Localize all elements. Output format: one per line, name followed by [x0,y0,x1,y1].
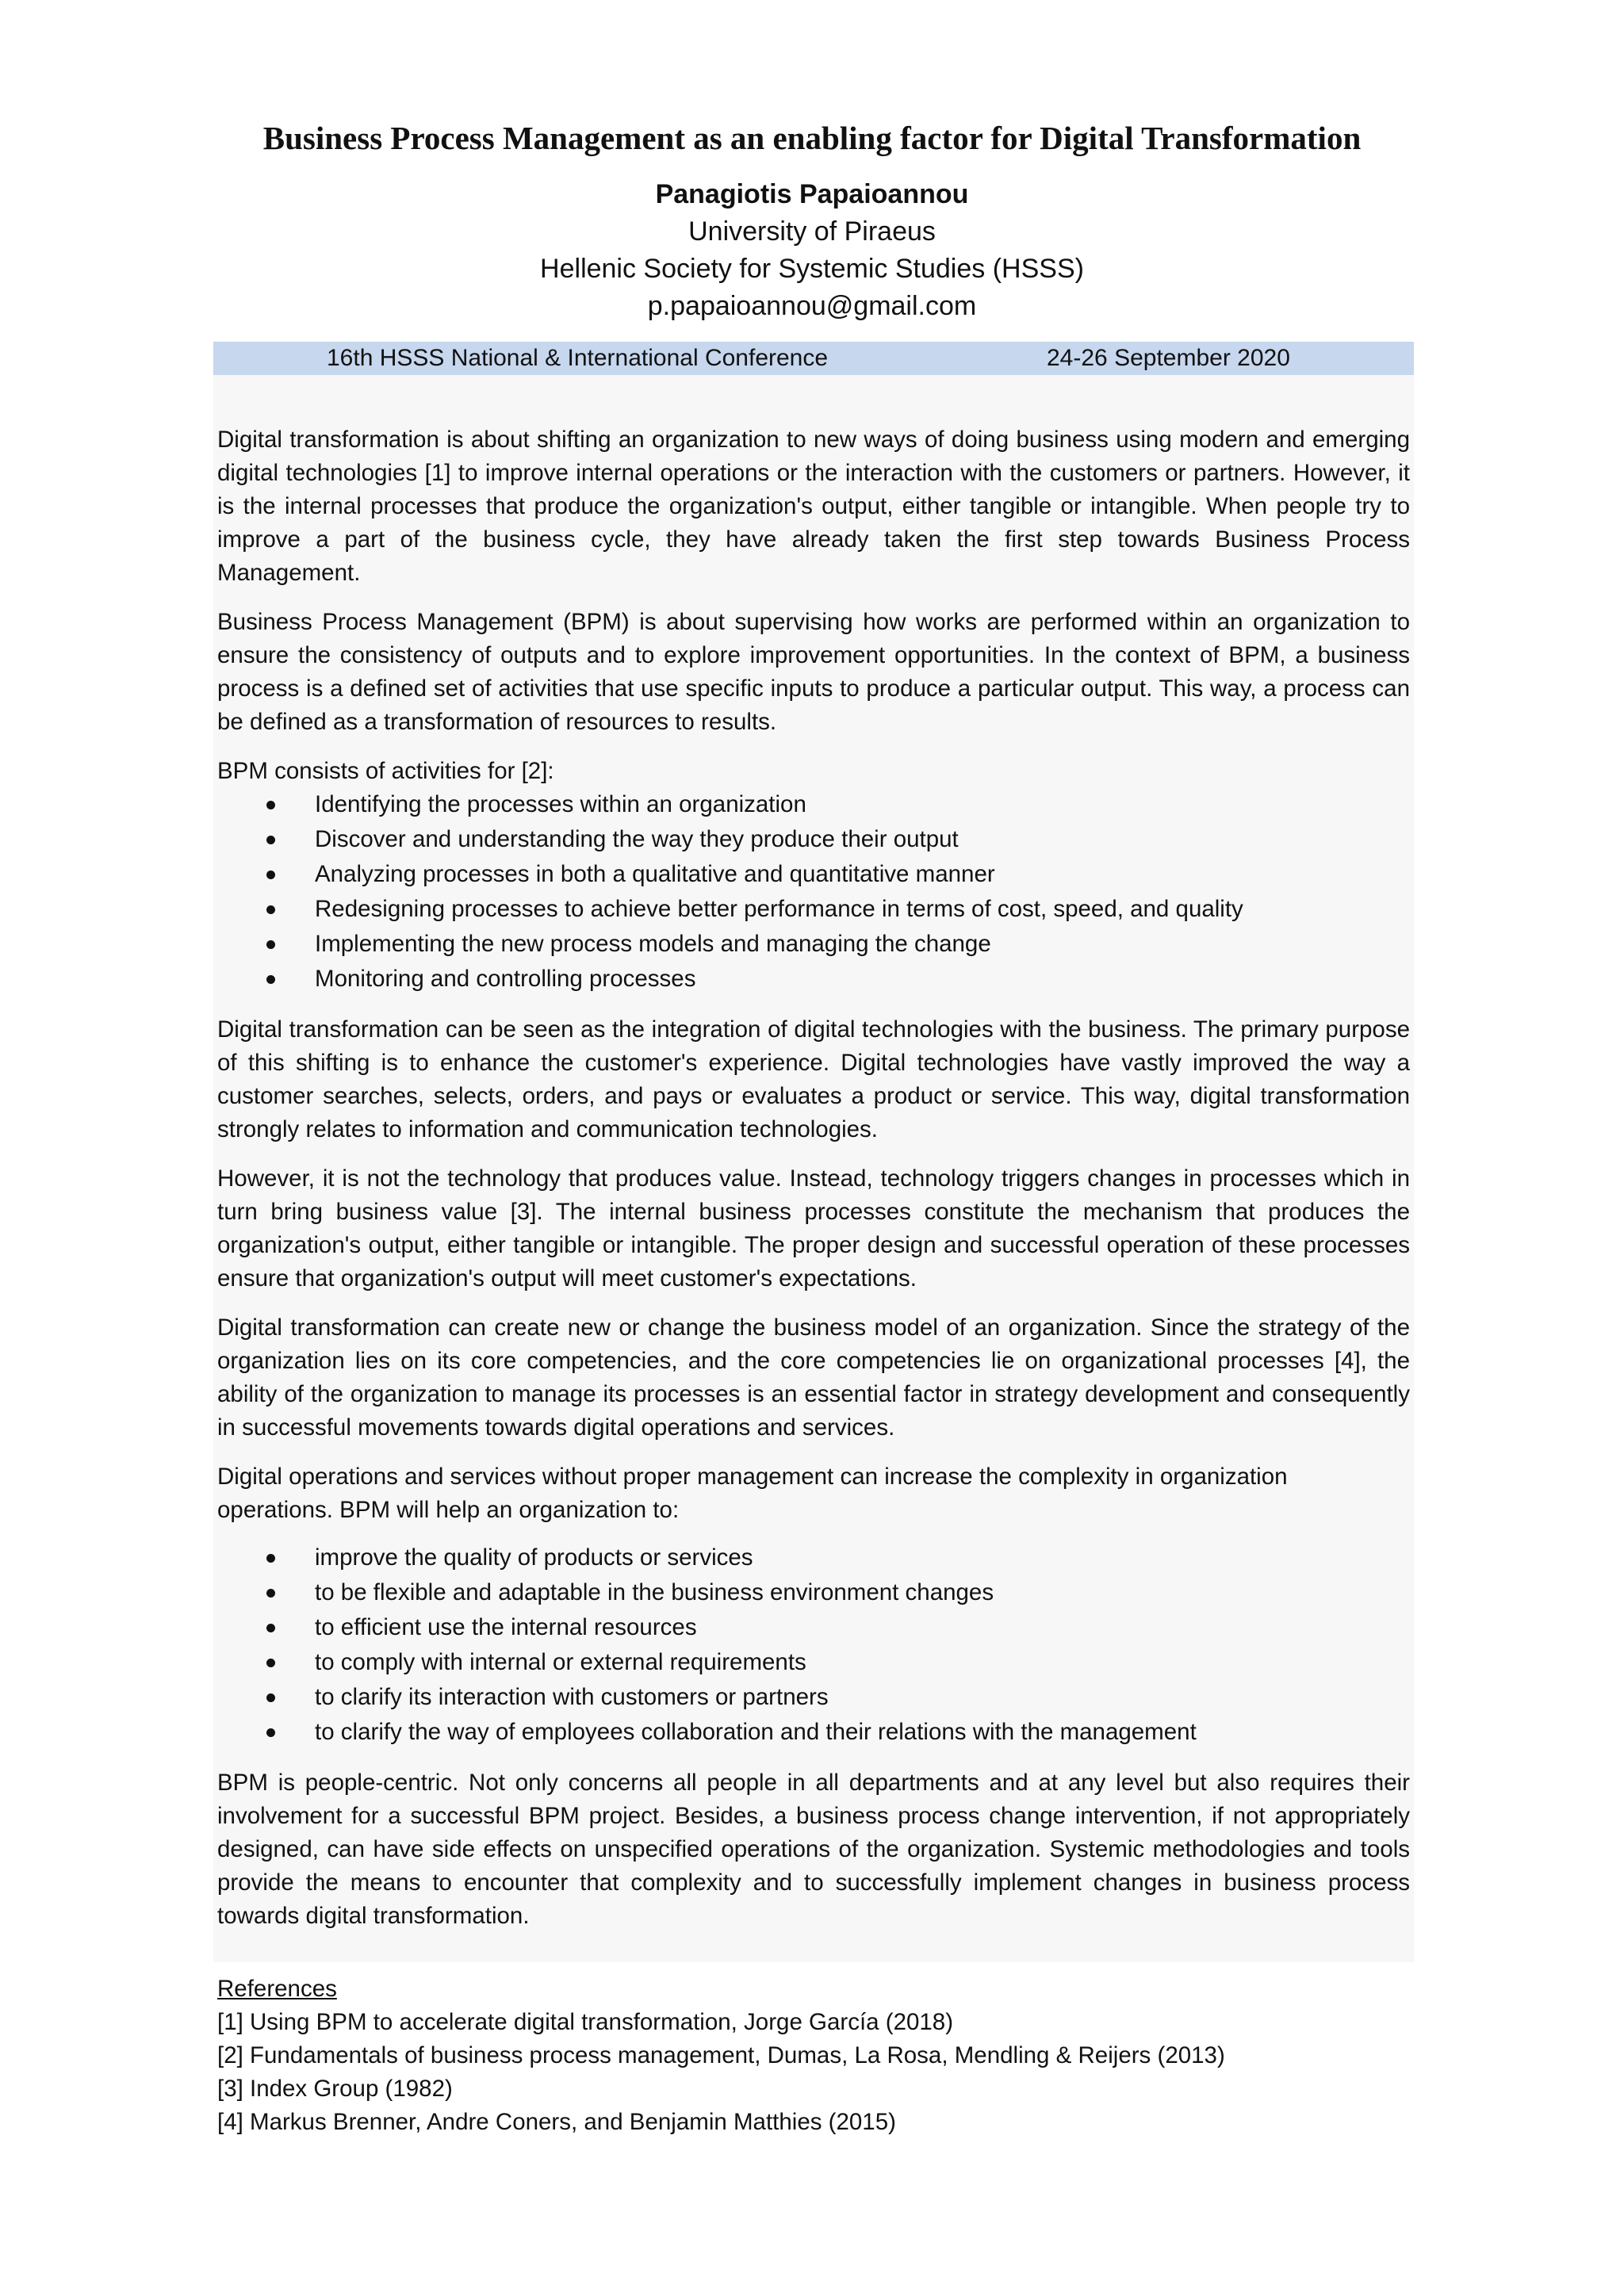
list-item: to clarify the way of employees collaboration and their relations with the management [217,1716,1410,1751]
list-item: Identifying the processes within an organization [217,788,1410,823]
bullet-icon [266,836,275,844]
list-intro: BPM consists of activities for [2]: [217,758,554,784]
bullet-icon [266,1728,275,1737]
bpm-benefits-list [217,1541,1410,1751]
references-heading: References [217,1976,337,2002]
list-item: Discover and understanding the way they produce their output [217,823,1410,858]
paragraph-people-centric: BPM is people-centric. Not only concerns all people in all departments and at any level but also requires their involvement for a successful BPM project. Besides, a business process change intervention, if not appropriately designed, can have side effects on unspecified operations of the organization. Systemic methodologies and tools provide the means to encounter that complexity and to successfully implement changes in business process towards digital transformation. [217,1770,1410,1929]
list-item: Implementing the new process models and managing the change [217,928,1410,962]
author-name: Panagiotis Papaioannou [655,179,969,209]
list-item: to efficient use the internal resources [217,1611,1410,1646]
list-item: improve the quality of products or services [217,1541,1410,1576]
bullet-icon [266,1624,275,1632]
reference-item: [2] Fundamentals of business process management, Dumas, La Rosa, Mendling & Reijers (2013) [217,2042,1225,2068]
bullet-icon [266,871,275,879]
list-item: Monitoring and controlling processes [217,962,1410,997]
bullet-icon [266,905,275,914]
author-block [0,176,1624,325]
list-item: to comply with internal or external requirements [217,1646,1410,1681]
bullet-icon [266,1659,275,1667]
list-item: Redesigning processes to achieve better performance in terms of cost, speed, and quality [217,893,1410,928]
body-text [217,423,1410,1949]
author-email: p.papaioannou@gmail.com [647,291,977,321]
author-affiliation-society: Hellenic Society for Systemic Studies (HSSS) [540,254,1084,284]
paragraph-bpm-definition: Business Process Management (BPM) is about supervising how works are performed within an organization to ensure the consistency of outputs and to explore improvement opportunities. In the context of BPM, a business process is a defined set of activities that use specific inputs to produce a particular output. This way, a process can be defined as a transformation of resources to results. [217,609,1410,735]
paragraph-bpm-help-line1: Digital operations and services without proper management can increase the complexity in organization [217,1464,1288,1490]
conference-banner [213,342,1414,375]
bpm-activities-list [217,788,1410,997]
paragraph-intro: Digital transformation is about shifting an organization to new ways of doing business using modern and emerging digital technologies [1] to improve internal operations or the interaction with the customers or partners. However, it is the internal processes that produce the organization's output, either tangible or intangible. When people try to improve a part of the business cycle, they have already taken the first step towards Business Process Management. [217,427,1410,586]
bullet-icon [266,1693,275,1702]
reference-item: [4] Markus Brenner, Andre Coners, and Benjamin Matthies (2015) [217,2109,896,2135]
paragraph-digital-integration: Digital transformation can be seen as the integration of digital technologies with the business. The primary purpose of this shifting is to enhance the customer's experience. Digital technologies have vastly improved the way a customer searches, selects, orders, and pays or evaluates a product or service. This way, digital transformation strongly relates to information and communication technologies. [217,1016,1410,1142]
bullet-icon [266,1554,275,1563]
conference-date: 24-26 September 2020 [1047,345,1290,371]
list-item: to clarify its interaction with customers or partners [217,1681,1410,1716]
references-section [217,1973,1225,2139]
list-item: to be flexible and adaptable in the business environment changes [217,1576,1410,1611]
bullet-icon [266,975,275,984]
list-item: Analyzing processes in both a qualitative and quantitative manner [217,858,1410,893]
paragraph-technology-value: However, it is not the technology that produces value. Instead, technology triggers changes in processes which in turn bring business value [3]. The internal business processes constitute the mechanism that produces the organization's output, either tangible or intangible. The proper design and successful operation of these processes ensure that organization's output will meet customer's expectations. [217,1165,1410,1292]
bullet-icon [266,1589,275,1598]
bullet-icon [266,801,275,809]
paragraph-bpm-help-line2: operations. BPM will help an organization to: [217,1497,680,1523]
reference-item: [3] Index Group (1982) [217,2076,453,2102]
author-affiliation-university: University of Piraeus [688,216,936,247]
reference-item: [1] Using BPM to accelerate digital transformation, Jorge García (2018) [217,2009,954,2035]
bullet-icon [266,940,275,949]
conference-name: 16th HSSS National & International Conference [327,345,829,371]
paragraph-business-model: Digital transformation can create new or change the business model of an organization. Since the strategy of the organization lies on its core competencies, and the core competencies lie on organizational processes [4], the ability of the organization to manage its processes is an essential factor in strategy development and consequently in successful movements towards digital operations and services. [217,1314,1410,1441]
paper-title: Business Process Management as an enabling factor for Digital Transformation [262,120,1362,156]
